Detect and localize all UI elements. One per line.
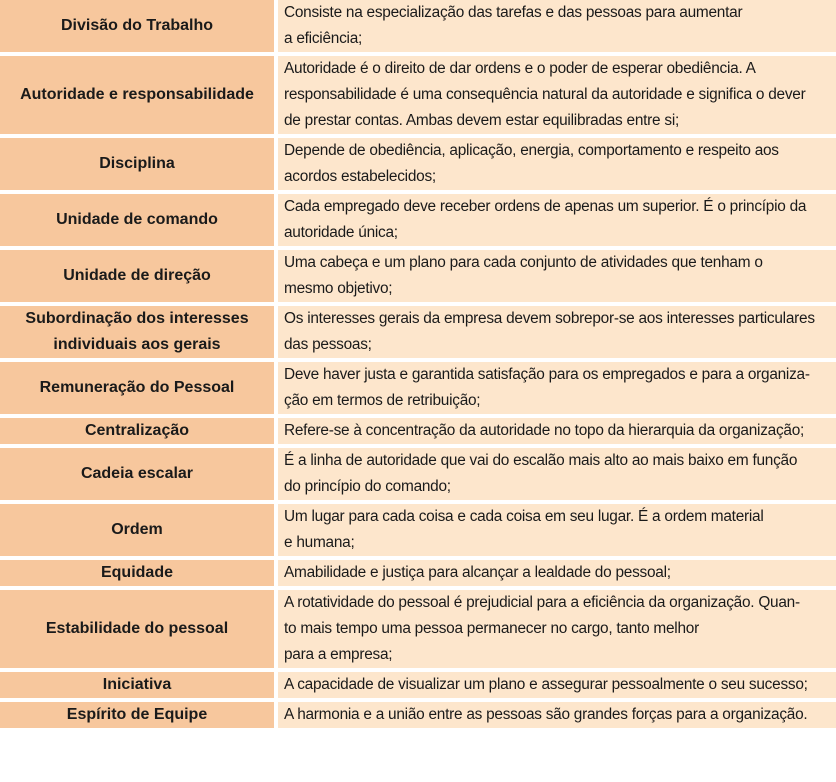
table-row [0,306,836,362]
principle-description-line: Amabilidade e justiça para alcançar a lealdade do pessoal; [284,564,671,581]
principle-description [278,560,836,590]
principle-term [0,672,278,702]
principle-description-line: acordos estabelecidos; [284,168,436,185]
table-row [0,194,836,250]
principle-term [0,702,278,732]
table-row [0,702,836,732]
principle-term-line: Ordem [111,521,163,538]
principle-description-line: responsabilidade é uma consequência natural da autoridade e significa o dever [284,86,806,103]
principle-description [278,0,836,56]
principle-term-line: Espírito de Equipe [66,706,208,723]
principle-term [0,560,278,590]
principle-description-line: de prestar contas. Ambas devem estar equilibradas entre si; [284,112,680,129]
principle-description-line: A rotatividade do pessoal é prejudicial para a eficiência da organização. Quan- [284,594,800,611]
principle-term [0,194,278,250]
principle-description [278,418,836,448]
principle-term-line: Centralização [84,422,190,439]
principle-description-line: a eficiência; [284,30,363,47]
principle-description-line: É a linha de autoridade que vai do escalão mais alto ao mais baixo em função [284,452,798,469]
principle-description [278,138,836,194]
principle-term-line: Disciplina [99,155,175,172]
table-row [0,362,836,418]
principle-description-line: to mais tempo uma pessoa permanecer no cargo, tanto melhor [284,620,699,637]
table-row [0,418,836,448]
principle-term [0,0,278,56]
table-row [0,504,836,560]
principle-term [0,56,278,138]
principle-term-line: Estabilidade do pessoal [45,620,229,637]
principle-description-line: Refere-se à concentração da autoridade no topo da hierarquia da organização; [284,422,805,439]
principle-description-line: e humana; [284,534,355,551]
principle-description-line: Os interesses gerais da empresa devem sobrepor-se aos interesses particulares [284,310,815,327]
principle-description [278,672,836,702]
principle-term-line: Equidade [100,564,173,581]
table-row [0,560,836,590]
principle-term-line: Unidade de direção [63,267,211,284]
principle-description-line: mesmo objetivo; [284,280,393,297]
principle-term [0,448,278,504]
principle-term [0,504,278,560]
principle-term [0,418,278,448]
table-row [0,0,836,56]
principle-term [0,306,278,362]
principle-description-line: para a empresa; [284,646,393,663]
principle-description-line: Cada empregado deve receber ordens de apenas um superior. É o princípio da [284,198,807,215]
table-row [0,250,836,306]
principle-description [278,448,836,504]
principle-description-line: Deve haver justa e garantida satisfação para os empregados e para a organiza- [284,366,810,383]
principle-term-line: Iniciativa [102,676,172,693]
principle-term-line: individuais aos gerais [53,336,221,353]
principle-description [278,504,836,560]
principle-term-line: Autoridade e responsabilidade [20,86,254,103]
table-row [0,448,836,504]
principle-term [0,138,278,194]
principle-description-line: autoridade única; [284,224,398,241]
principle-description-line: Depende de obediência, aplicação, energia, comportamento e respeito aos [284,142,779,159]
principle-term-line: Unidade de comando [56,211,218,228]
principle-description-line: do princípio do comando; [284,478,451,495]
principle-description-line: Um lugar para cada coisa e cada coisa em seu lugar. É a ordem material [284,508,764,525]
principle-term [0,590,278,672]
principle-term-line: Subordinação dos interesses [25,310,249,327]
principle-description [278,194,836,250]
principle-term-line: Remuneração do Pessoal [39,379,235,396]
principle-term-line: Cadeia escalar [80,465,194,482]
principle-description-line: Consiste na especialização das tarefas e das pessoas para aumentar [284,4,743,21]
principle-term-line: Divisão do Trabalho [60,17,214,34]
principle-description-line: A capacidade de visualizar um plano e assegurar pessoalmente o seu sucesso; [284,676,808,693]
principle-term [0,362,278,418]
table-row [0,590,836,672]
principle-description-line: A harmonia e a união entre as pessoas são grandes forças para a organização. [284,706,808,723]
table-row [0,56,836,138]
principle-term [0,250,278,306]
principle-description [278,250,836,306]
table-row [0,138,836,194]
principle-description-line: das pessoas; [284,336,372,353]
principle-description-line: Uma cabeça e um plano para cada conjunto de atividades que tenham o [284,254,763,271]
principle-description [278,362,836,418]
principle-description [278,56,836,138]
principle-description [278,702,836,732]
principle-description [278,590,836,672]
principle-description [278,306,836,362]
principle-description-line: ção em termos de retribuição; [284,392,481,409]
table-row [0,672,836,702]
principle-description-line: Autoridade é o direito de dar ordens e o poder de esperar obediência. A [284,60,756,77]
